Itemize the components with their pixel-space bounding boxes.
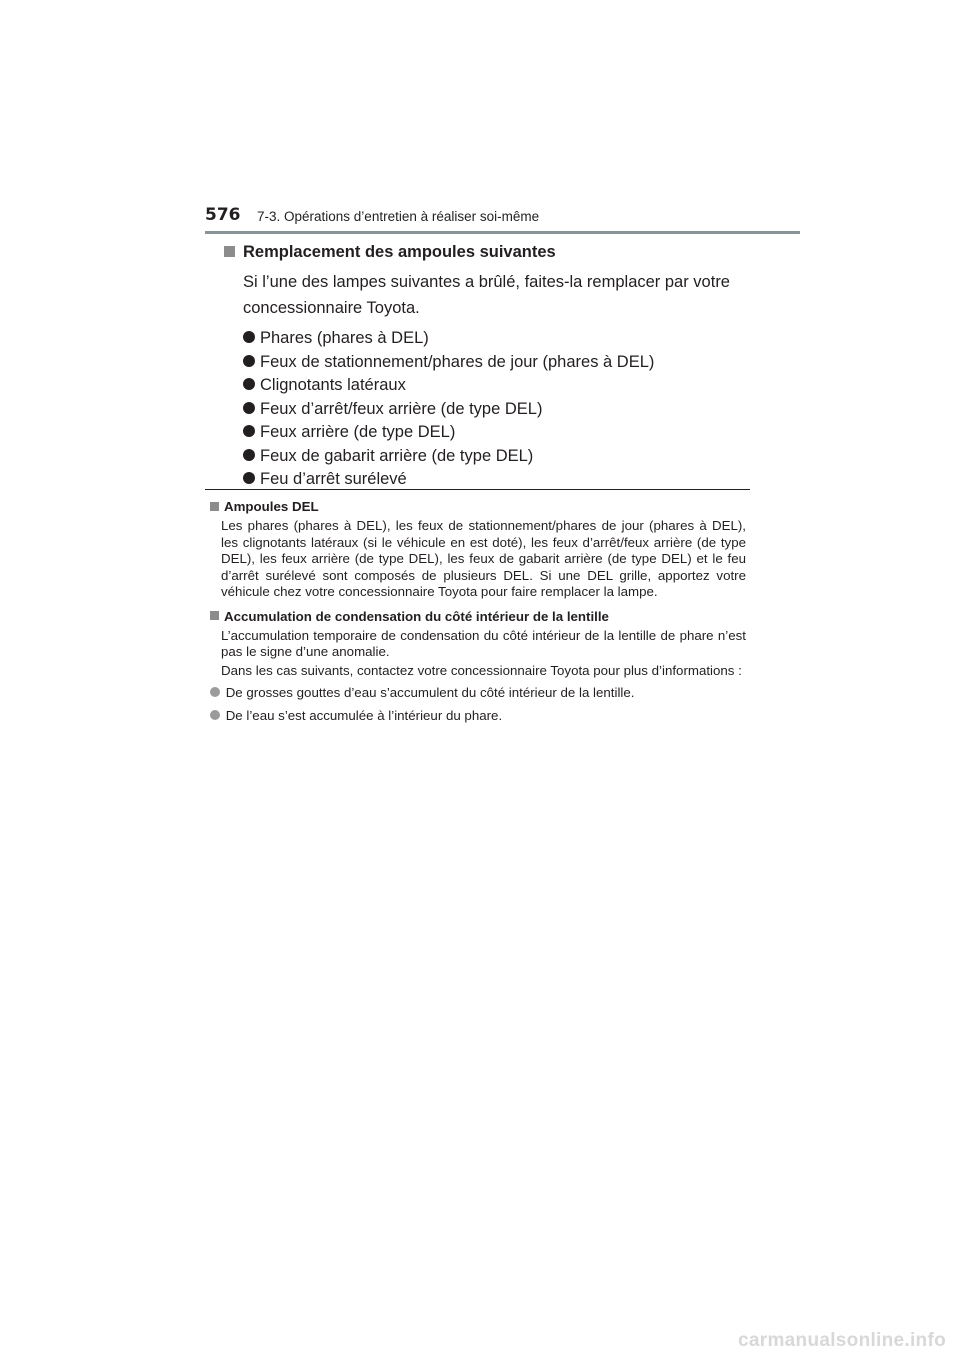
note-heading-led: Ampoules DEL [210, 498, 746, 516]
section-heading [224, 240, 754, 264]
list-item: De grosses gouttes d’eau s’accumulent du côté intérieur de la lentille. [210, 685, 746, 702]
bullet-icon [243, 425, 255, 437]
notes-section [210, 498, 746, 730]
bullet-icon [243, 402, 255, 414]
bullet-icon [243, 355, 255, 367]
intro-line: Si l’une des lampes suivantes a brûlé, faites-la remplacer par votre [243, 273, 730, 291]
intro-text [243, 269, 754, 321]
section-title: 7-3. Opérations d’entretien à réaliser soi-même [257, 209, 540, 224]
list-item: Feux de stationnement/phares de jour (phares à DEL) [243, 351, 754, 375]
list-item: Phares (phares à DEL) [243, 327, 754, 351]
condensation-list [210, 685, 746, 724]
page-number: 576 [205, 205, 241, 225]
list-item: Clignotants latéraux [243, 374, 754, 398]
note-body-led: Les phares (phares à DEL), les feux de stationnement/phares de jour (phares à DEL), les clignotants latéraux (si le véhicule en est doté), les feux d’arrêt/feux arrière (de type DEL), les feux arrière (de type DEL), les feux de gabarit arrière (de type DEL) et le feu d’arrêt surélevé sont composés de plusieurs DEL. Si une DEL grille, apportez votre véhicule chez votre concessionnaire Toyota pour faire remplacer la lampe. [221, 518, 746, 599]
note-body-condensation-2: Dans les cas suivants, contactez votre concessionnaire Toyota pour plus d’informations : [221, 662, 742, 678]
list-item: Feux de gabarit arrière (de type DEL) [243, 445, 754, 469]
notes-divider [205, 489, 750, 490]
heading-text: Remplacement des ampoules suivantes [243, 243, 556, 261]
list-item: Feu d’arrêt surélevé [243, 468, 754, 492]
note-heading-condensation: Accumulation de condensation du côté intérieur de la lentille [210, 608, 746, 626]
note-body-condensation-1: L’accumulation temporaire de condensation du côté intérieur de la lentille de phare n’est pas le signe d’une anomalie. [221, 627, 746, 659]
bullet-icon [243, 449, 255, 461]
list-item: Feux arrière (de type DEL) [243, 421, 754, 445]
square-bullet-icon [224, 246, 235, 257]
bullet-icon [243, 472, 255, 484]
intro-line: concessionnaire Toyota. [243, 299, 420, 317]
list-item: De l’eau s’est accumulée à l’intérieur du phare. [210, 708, 746, 725]
lamp-list [243, 327, 754, 492]
main-section [224, 240, 754, 492]
list-item: Feux d’arrêt/feux arrière (de type DEL) [243, 398, 754, 422]
bullet-icon [243, 331, 255, 343]
bullet-icon [210, 687, 220, 697]
bullet-icon [210, 710, 220, 720]
header-rule [205, 231, 800, 234]
square-bullet-icon [210, 502, 219, 511]
square-bullet-icon [210, 611, 219, 620]
watermark: carmanualsonline.info [738, 1330, 946, 1351]
bullet-icon [243, 378, 255, 390]
